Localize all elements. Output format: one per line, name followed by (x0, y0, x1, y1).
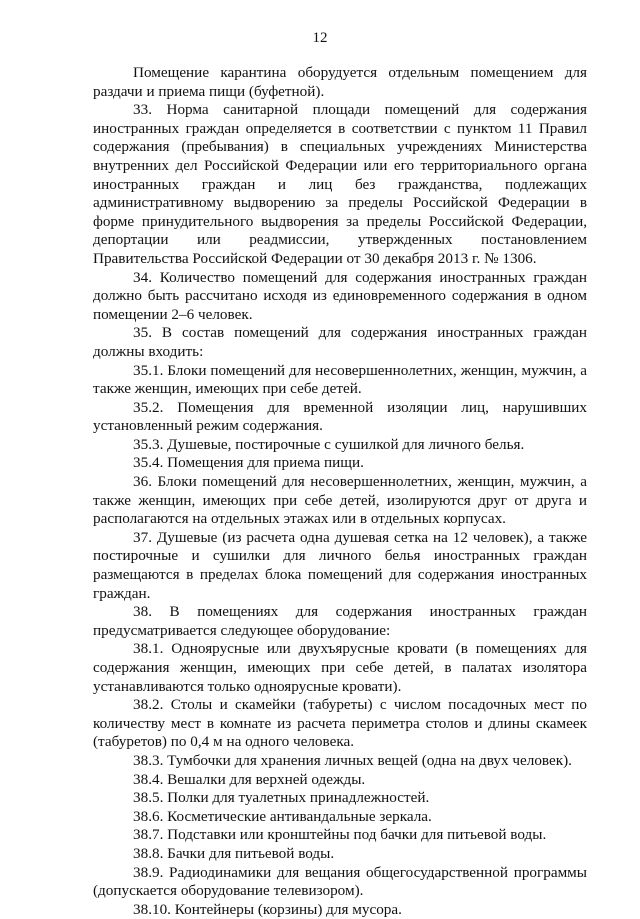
paragraph-38-4: 38.4. Вешалки для верхней одежды. (133, 770, 366, 788)
paragraph-38-7: 38.7. Подставки или кронштейны под бачки для питьевой воды. (133, 826, 547, 844)
document-body (93, 64, 587, 919)
paragraph-37: 37. Душевые (из расчета одна душевая сетка на 12 человек), а также постирочные и сушилки для личного белья иностранных граждан размещаются в пределах блока помещений для содержания иностранных граждан. (93, 528, 587, 602)
paragraph-38-1: 38.1. Одноярусные или двухъярусные кровати (в помещениях для содержания женщин, имеющих при себе детей, в палатах изолятора устанавливаются только одноярусные кровати). (93, 640, 587, 695)
paragraph-35: 35. В состав помещений для содержания иностранных граждан должны входить: (93, 324, 587, 360)
paragraph-33: 33. Норма санитарной площади помещений для содержания иностранных граждан определяется в соответствии с пунктом 11 Правил содержания (пребывания) в специальных учреждениях Министерства внутренних дел Российской Федерации или его территориального органа иностранных граждан и лиц без гражданства, подлежащих административному выдворению за пределы Российской Федерации в форме принудительного выдворения за пределы Российской Федерации, депортации или реадмиссии, утвержденных постановлением Правительства Российской Федерации от 30 декабря 2013 г. № 1306. (93, 101, 587, 267)
paragraph-38-5: 38.5. Полки для туалетных принадлежностей. (133, 789, 430, 807)
paragraph-38-8: 38.8. Бачки для питьевой воды. (133, 844, 335, 862)
paragraph-38-3: 38.3. Тумбочки для хранения личных вещей (одна на двух человек). (133, 751, 572, 769)
paragraph-38-6: 38.6. Косметические антивандальные зеркала. (133, 807, 432, 825)
paragraph-38: 38. В помещениях для содержания иностранных граждан предусматривается следующее оборудование: (93, 603, 587, 639)
paragraph-35-4: 35.4. Помещения для приема пищи. (133, 454, 364, 472)
paragraph-35-2: 35.2. Помещения для временной изоляции лиц, нарушивших установленный режим содержания. (93, 398, 587, 435)
paragraph-36: 36. Блоки помещений для несовершеннолетних, женщин, мужчин, а также женщин, имеющих при себе детей, изолируются друг от друга и располагаются на отдельных этажах или в отдельных корпусах. (93, 473, 587, 528)
paragraph-38-9: 38.9. Радиодинамики для вещания общегосударственной программы (допускается оборудование телевизором). (93, 863, 587, 900)
paragraph-38-2: 38.2. Столы и скамейки (табуреты) с числом посадочных мест по количеству мест в комнате из расчета периметра столов и длины скамеек (табуретов) по 0,4 м на одного человека. (93, 696, 587, 751)
paragraph-34: 34. Количество помещений для содержания иностранных граждан должно быть рассчитано исходя из единовременного содержания в одном помещении 2–6 человек. (93, 268, 587, 323)
paragraph-35-1: 35.1. Блоки помещений для несовершеннолетних, женщин, мужчин, а также женщин, имеющих при себе детей. (93, 361, 587, 398)
paragraph-35-3: 35.3. Душевые, постирочные с сушилкой для личного белья. (133, 435, 525, 453)
page-number: 12 (312, 30, 328, 46)
paragraph-38-10: 38.10. Контейнеры (корзины) для мусора. (133, 900, 402, 918)
paragraph-quarantine-food: Помещение карантина оборудуется отдельным помещением для раздачи и приема пищи (буфетной). (93, 64, 587, 100)
